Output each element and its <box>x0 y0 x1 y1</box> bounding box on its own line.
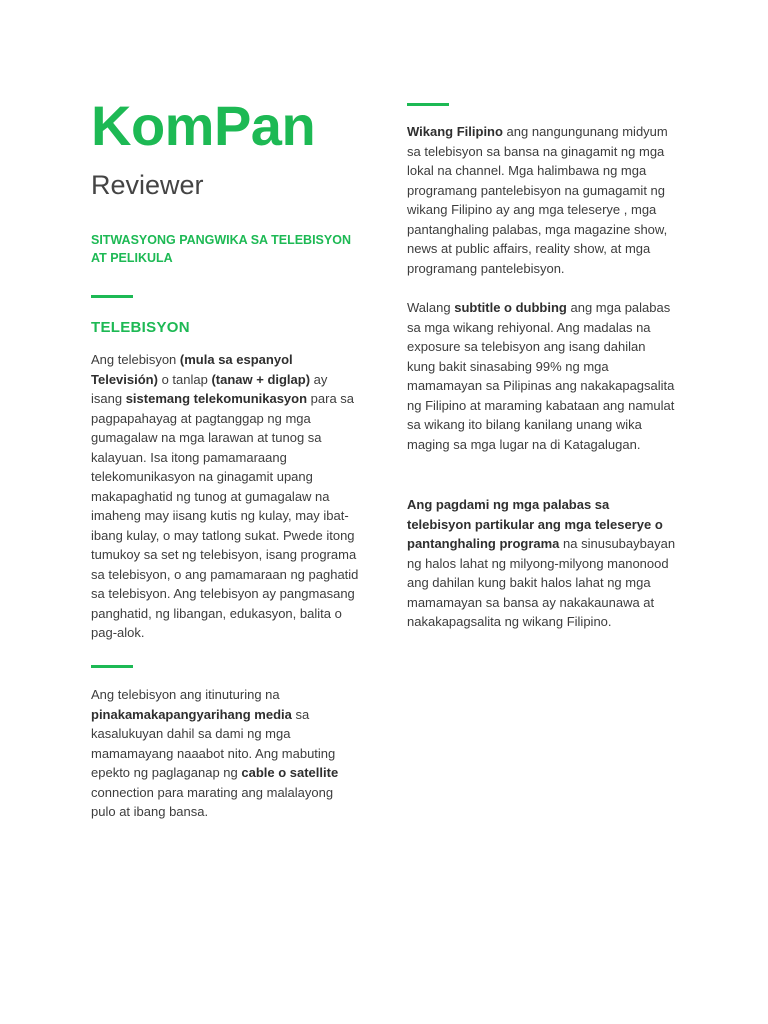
bold-phrase: (mula sa espanyol Televisión) <box>91 352 293 387</box>
accent-divider <box>91 295 133 298</box>
accent-divider <box>91 665 133 668</box>
bold-phrase: pinakamakapangyarihang media <box>91 706 292 722</box>
section-kicker: SITWASYONG PANGWIKA SA TELEBISYON AT PELIKULA <box>91 233 351 265</box>
bold-phrase: (tanaw + diglap) <box>211 371 311 387</box>
paragraph-wikang-filipino: Wikang Filipino ang nangungunang midyum sa telebisyon sa bansa na ginagamit ng mga lokal na channel. Mga halimbawa ng mga programang pantelebisyon na gumagamit ng wikang Filipino ay ang mga teleserye , mga pantanghaling palabas, mga magazine show, news at public affairs, reality show, at mga programang pantelebisyon. <box>407 124 668 276</box>
paragraph-subtitle-dubbing: Walang subtitle o dubbing ang mga palabas sa mga wikang rehiyonal. Ang madalas na exposure sa telebisyon ang isang dahilan kung bakit sinasabing 99% ng mga mamamayan sa Pilipinas ang nakakapagsalita ng Filipino at maraming kabataan ang namulat sa wikang ito bilang kanilang unang wika maging sa mga lugar na di Katagalugan. <box>407 300 675 452</box>
bold-phrase: Wikang Filipino <box>407 124 503 139</box>
document-title: KomPan <box>91 94 316 157</box>
bold-phrase: subtitle o dubbing <box>454 300 567 315</box>
bold-phrase: cable o satellite <box>241 765 339 780</box>
paragraph-telebisyon-media: Ang telebisyon ang itinuturing na pinakamakapangyarihang media sa kasalukuyan dahil sa dami ng mga mamamayang naaabot nito. Ang mabuting epekto ng paglaganap ng cable o satellite connection para marating ang malalayong pulo at ibang bansa. <box>91 687 339 819</box>
bold-phrase: sistemang telekomunikasyon <box>125 391 308 406</box>
paragraph-telebisyon-definition: Ang telebisyon (mula sa espanyol Televisión) o tanlap (tanaw + diglap) ay isang sistemang telekomunikasyon para sa pagpapahayag at pagtanggap ng mga gumagalaw na mga larawan at tunog sa kalayuan. Isa itong pamamaraang telekomunikasyon na ginagamit upang makapaghatid ng tunog at gumagalaw na imaheng may iisang kutis ng kulay, may ibat-ibang kulay, o may tatlong sukat. Pwede itong tumukoy sa set ng telebisyon, isang programa sa telebisyon, o ang pamamaraan ng paghatid sa telebisyon. Ang telebisyon ay pangmasang panghatid, ng libangan, edukasyon, balita o pag-alok. <box>91 352 359 640</box>
paragraph-teleserye: Ang pagdami ng mga palabas sa telebisyon partikular ang mga teleserye o pantanghaling programa na sinusubaybayan ng halos lahat ng milyong-milyong manonood ang dahilan kung bakit halos lahat ng mga mamamayan sa bansa ay nakakaunawa at nakakapagsalita ng wikang Filipino. <box>407 497 676 629</box>
bold-phrase: Ang pagdami ng mga palabas sa telebisyon partikular ang mga teleserye o pantanghaling programa <box>407 497 663 551</box>
section-heading: TELEBISYON <box>91 319 190 336</box>
document-subtitle: Reviewer <box>91 170 204 200</box>
accent-divider <box>407 103 449 106</box>
